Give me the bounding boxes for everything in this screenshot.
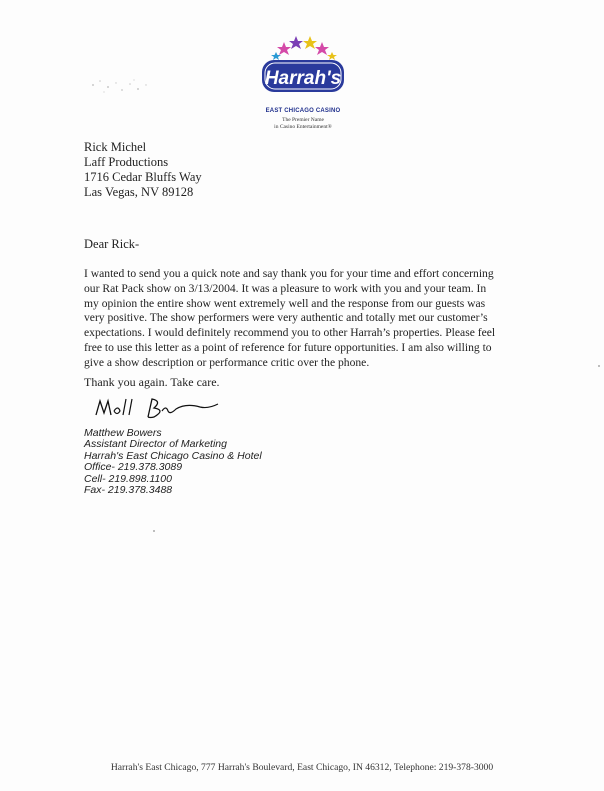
signer-title: Assistant Director of Marketing — [84, 438, 227, 451]
body-line: very positive. The show performers were very authentic and totally met our customer’s — [84, 311, 488, 325]
logo-wordmark: Harrah's — [264, 68, 342, 89]
closing-line: Thank you again. Take care. — [84, 375, 220, 389]
logo-stars-icon — [271, 36, 337, 60]
signer-organization: Harrah's East Chicago Casino & Hotel — [84, 449, 262, 462]
signature-block — [84, 428, 262, 496]
signer-office-phone: Office- 219.378.3089 — [84, 461, 183, 474]
recipient-city: Las Vegas, NV 89128 — [84, 185, 194, 199]
recipient-company: Laff Productions — [84, 155, 169, 169]
property-name: EAST CHICAGO CASINO — [265, 108, 341, 114]
recipient-address — [84, 140, 202, 200]
scan-smudge — [88, 75, 158, 97]
signer-name: Matthew Bowers — [84, 427, 162, 439]
scan-speck — [153, 530, 155, 532]
signer-fax: Fax- 219.378.3488 — [84, 484, 173, 497]
body-line: give a show description or performance critic over the phone. — [84, 355, 370, 369]
letter-body — [84, 267, 514, 371]
body-line: expectations. I would definitely recommend you to other Harrah’s properties. Please feel — [84, 326, 496, 340]
recipient-name: Rick Michel — [84, 140, 147, 154]
letterhead-footer: Harrah's East Chicago, 777 Harrah's Boulevard, East Chicago, IN 46312, Telephone: 219-378-3000 — [110, 762, 494, 773]
body-line: our Rat Pack show on 3/13/2004. It was a pleasure to work with you and your team. In — [84, 281, 487, 295]
body-line: I wanted to send you a quick note and say thank you for your time and effort concerning — [84, 267, 494, 280]
body-line: free to use this letter as a point of reference for future opportunities. I am also willing to — [84, 340, 492, 354]
signer-cell-phone: Cell- 219.898.1100 — [84, 472, 172, 485]
handwritten-signature — [92, 393, 222, 427]
recipient-street: 1716 Cedar Bluffs Way — [84, 170, 202, 184]
body-line: my opinion the entire show went extremely well and the response from our guests was — [84, 296, 486, 310]
tagline-line-2: in Casino Entertainment® — [274, 124, 332, 130]
tagline — [258, 117, 348, 131]
tagline-line-1: The Premier Name — [282, 117, 324, 123]
scan-speck — [598, 365, 600, 367]
salutation: Dear Rick- — [84, 237, 140, 251]
